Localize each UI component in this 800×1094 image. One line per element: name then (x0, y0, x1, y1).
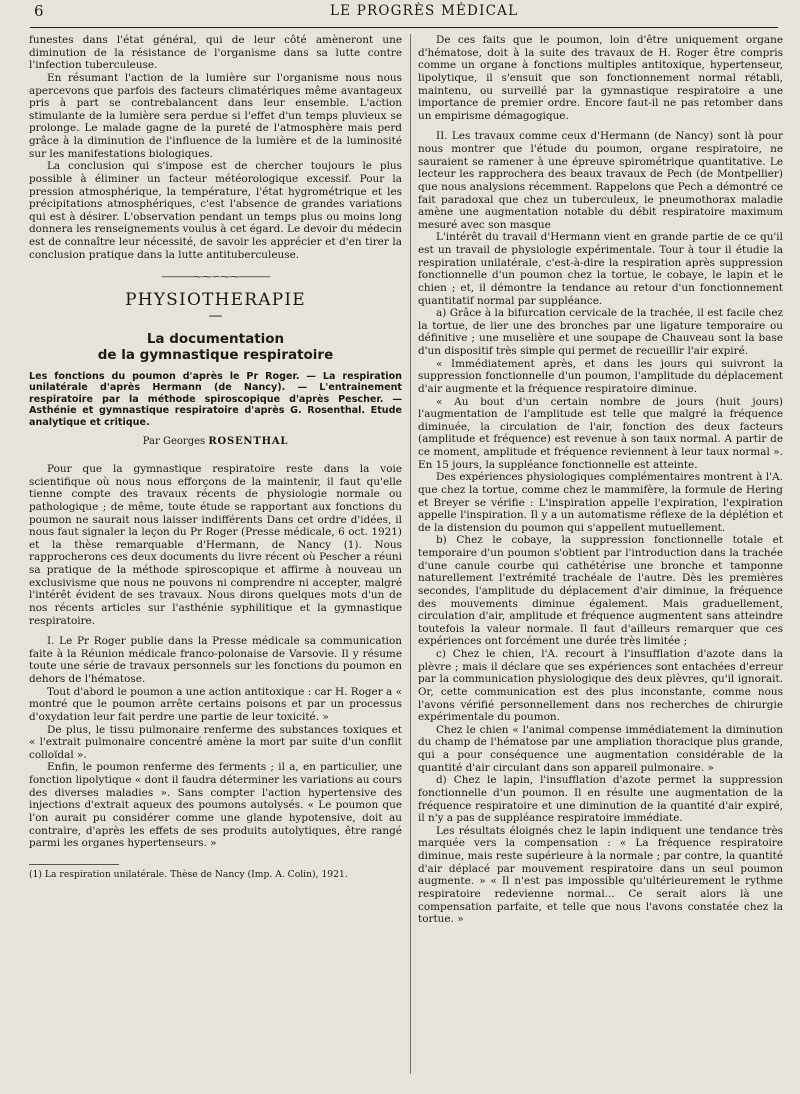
footnote-rule (29, 864, 119, 865)
paragraph: De plus, le tissu pulmonaire renferme des substances toxiques et « l'extrait pulmonaire concentré amène la mort par suite d'un conflit colloïdal ». (29, 723, 402, 761)
paragraph: Des expériences physiologiques complémentaires montrent à l'A. que chez la tortue, comme chez le mammifère, la formule de Hering et Breyer se vérifie : L'inspiration appelle l'expiration, l'expiration appelle l'inspiration. Il y a un automatisme réflexe de la déplétion et de la distension du poumon qui s'appellent mutuellement. (418, 471, 783, 534)
section-ornament: ———⁓⁓∽⁓⁓——— (161, 270, 270, 284)
column-separator (410, 34, 411, 1074)
left-column (29, 34, 402, 880)
journal-title: LE PROGRÈS MÉDICAL (330, 3, 519, 19)
article-title (29, 331, 402, 363)
right-column (418, 34, 783, 926)
article-summary: Les fonctions du poumon d'après le Pr Roger. — La respiration unilatérale d'après Hermann (de Nancy). — L'entrainement respiratoire par la méthode spiroscopique d'après Pescher. — Asthénie et gymnastique respiratoire d'après G. Rosenthal. Etude analytique et critique. (29, 370, 402, 428)
paragraph: En résumant l'action de la lumière sur l'organisme nous nous apercevons que parfois des facteurs climatériques même avantageux pris à part se contrebalancent dans leur ensemble. L'action stimulante de la lumière sera perdue si l'effet d'un temps pluvieux se prolonge. Le malade gagne de la pureté de l'atmosphère mais perd grâce à la diminution de l'influence de la lumière et de la luminosité sur les manifestations biologiques. (29, 71, 402, 160)
article-title-line: La documentation (146, 330, 285, 347)
paragraph: II. Les travaux comme ceux d'Hermann (de Nancy) sont là pour nous montrer que l'étude du poumon, organe respiratoire, ne sauraient se ramener à une épreuve spirométrique quantitative. Le lecteur les rapprochera des beaux travaux de Pech (de Montpellier) que nous analysions récemment. Rappelons que Pech a démontré ce fait paradoxal que chez un tuberculeux, le pneumothorax maladie amène une augmentation notable du débit respiratoire maximum mesuré avec son masque (418, 130, 783, 231)
paragraph: « Au bout d'un certain nombre de jours (huit jours) l'augmentation de l'amplitude est telle que malgré la fréquence diminuée, la circulation de l'air, fonction des deux facteurs (amplitude et fréquence) est revenue à son taux normal. A partir de ce moment, amplitude et fréquence reviennent à leur taux normal ». En 15 jours, la suppléance fonctionnelle est atteinte. (418, 395, 783, 471)
page-number: 6 (34, 2, 44, 20)
header-rule (30, 27, 778, 28)
footnote: (1) La respiration unilatérale. Thèse de Nancy (Imp. A. Colin), 1921. (29, 868, 348, 880)
paragraph: a) Grâce à la bifurcation cervicale de la trachée, il est facile chez la tortue, de lier une des bronches par une ligature temporaire ou définitive ; une muselière et une soupape de Chauveau sont la base d'un dispositif très simple qui permet de recueillir l'air expiré. (418, 307, 783, 357)
paragraph: L'intérêt du travail d'Hermann vient en grande partie de ce qu'il est un travail de physiologie expérimentale. Tour à tour il étudie la respiration unilatérale, c'est-à-dire la respiration après suppression fonctionnelle d'un poumon chez la tortue, le cobaye, le lapin et le chien ; et, il démontre la tendance au retour d'un fonctionnement quantitatif normal par suppléance. (418, 231, 783, 307)
author-name: ROSENTHAL (208, 436, 289, 448)
paragraph: I. Le Pr Roger publie dans la Presse médicale sa communication faite à la Réunion médicale franco-polonaise de Varsovie. Il y résume toute une série de travaux personnels sur les fonctions du poumon en dehors de l'hématose. (29, 635, 402, 686)
article-title-line: de la gymnastique respiratoire (97, 346, 334, 363)
author-prefix: Par Georges (142, 436, 206, 448)
paragraph: Enfin, le poumon renferme des ferments ; il a, en particulier, une fonction lipolytique « dont il faudra déterminer les variations au cours des diverses maladies ». Sans compter l'action hypertensive des injections d'extrait aqueux des poumons autolysés. « Le poumon que l'on aurait pu considérer comme une glande hypotensive, doit au contraire, d'après les effets de ses produits autolytiques, être rangé parmi les organes hypertenseurs. » (29, 761, 402, 850)
paragraph: funestes dans l'état général, qui de leur côté amèneront une diminution de la résistance de l'organisme dans sa lutte contre l'infection tuberculeuse. (29, 34, 402, 72)
paragraph: De ces faits que le poumon, loin d'être uniquement organe d'hématose, doit à la suite des travaux de H. Roger être compris comme un organe à fonctions multiples antitoxique, hypertenseur, lipolytique, il s'ensuit que son fonctionnement normal rétabli, maintenu, ou surveillé par la gymnastique respiratoire a une importance de premier ordre. Encore faut-il ne pas retomber dans un empirisme démagogique. (418, 34, 783, 122)
paragraph: d) Chez le lapin, l'insufflation d'azote permet la suppression fonctionnelle d'un poumon. Il en résulte une augmentation de la fréquence respiratoire et une diminution de la quantité d'air expiré, il n'y a pas de suppléance respiratoire immédiate. (418, 774, 783, 825)
author-line (29, 436, 402, 449)
section-dash: — (208, 307, 223, 324)
paragraph: Chez le chien « l'animal compense immédiatement la diminution du champ de l'hématose par une ampliation thoracique plus grande, qui a pour conséquence une augmentation considérable de la quantité d'air circulant dans son appareil pulmonaire. » (418, 723, 783, 774)
section-title: PHYSIOTHERAPIE (125, 289, 306, 310)
paragraph: Tout d'abord le poumon a une action antitoxique : car H. Roger a « montré que le poumon arrête certains poisons et par un processus d'oxydation leur fait perdre une partie de leur toxicité. » (29, 685, 402, 723)
paragraph: c) Chez le chien, l'A. recourt à l'insufflation d'azote dans la plèvre ; mais il déclare que ses expériences sont entachées d'erreur par la communication physiologique des deux plèvres, qu'il ignorait. Or, cette communication est des plus inconstante, comme nous l'avons vérifié personnellement dans nos recherches de chirurgie expérimentale du poumon. (418, 648, 783, 724)
paragraph: « Immédiatement après, et dans les jours qui suivront la suppression fonctionnelle d'un poumon, l'amplitude du déplacement d'air augmente et la fréquence respiratoire diminue. (418, 357, 783, 395)
paragraph: La conclusion qui s'impose est de chercher toujours le plus possible à éliminer un facteur météorologique excessif. Pour la pression atmosphérique, la température, l'état hygrométrique et les précipitations atmosphériques, c'est l'absence de grandes variations qui est à désirer. L'observation pendant un temps plus ou moins long donnera les renseignements voulus à cet égard. Le devoir du médecin est de connaître leur nécessité, de savoir les apprécier et d'en tirer la conclusion pratique dans la lutte antituberculeuse. (29, 160, 402, 261)
paragraph: Les résultats éloignés chez le lapin indiquent une tendance très marquée vers la compensation : « La fréquence respiratoire diminue, mais reste supérieure à la normale ; par contre, la quantité d'air déplacé par mouvement respiratoire dans un seul poumon augmente. » « Il n'est pas impossible qu'ultérieurement le rythme respiratoire redevienne normal... Ce serait alors là une compensation parfaite, et telle que nous l'avons constatée chez la tortue. » (418, 824, 783, 926)
paragraph: b) Chez le cobaye, la suppression fonctionnelle totale et temporaire d'un poumon s'obtient par l'introduction dans la trachée d'une canule courbe qui cathétérise une bronche et tamponne naturellement l'extrémité trachéale de l'autre. Dès les premières secondes, l'amplitude du déplacement d'air diminue, la fréquence des mouvements diminue également. Mais graduellement, circulation d'air, amplitude et fréquence augmentent sans atteindre toutefois la valeur normale. Il faut d'ailleurs remarquer que ces expériences ont forcément une durée très limitée ; (418, 534, 783, 648)
paragraph: Pour que la gymnastique respiratoire reste dans la voie scientifique où nous nous efforçons de la maintenir, il faut qu'elle tienne compte des travaux récents de physiologie normale ou pathologique ; de même, toute étude se rapportant aux fonctions du poumon ne saurait nous laisser indifférents Dans cet ordre d'idées, il nous faut signaler la leçon du Pr Roger (Presse médicale, 6 oct. 1921) et la thèse remarquable d'Hermann, de Nancy (1). Nous rapprocherons ces deux documents du livre récent où Pescher a réuni sa pratique de la méthode spiroscopique et affirme à nouveau un exclusivisme que nous ne pouvons ni comprendre ni accepter, malgré l'intérêt évident de ses travaux. Nous dirons quelques mots d'un de nos récents articles sur l'asthénie syphilitique et la gymnastique respiratoire. (29, 463, 402, 627)
